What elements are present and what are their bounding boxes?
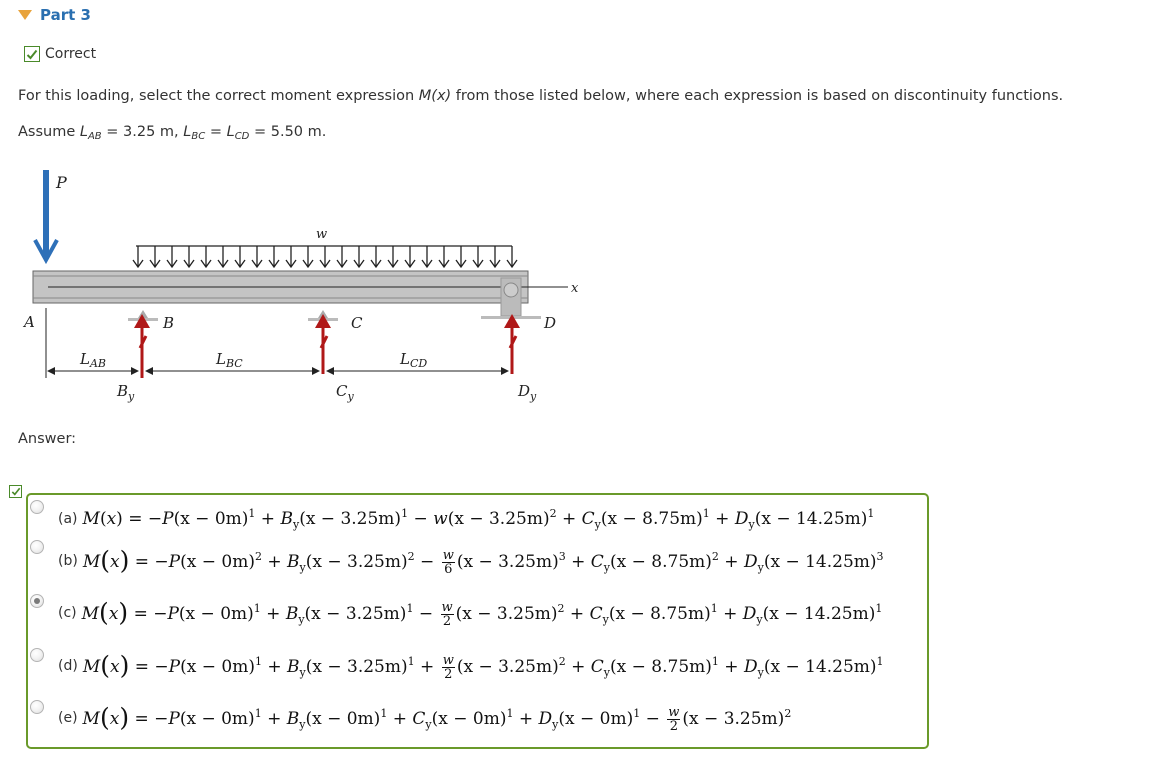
assumption-text	[18, 124, 326, 142]
assume-l-cd: L	[226, 124, 235, 140]
assume-l-bc: L	[183, 124, 192, 140]
assume-prefix: Assume	[18, 124, 80, 140]
option-c-label: (c)	[58, 605, 77, 621]
option-c-expression: $M(x) = -P(x - 0m)^1 + B_y(x - 3.25m)^1$ − $\frac{w}{2}$ $(x - 3.25m)^2 + C_y(x - 8.75m)^1 + D_y(x - 14.25m)^1$	[81, 598, 883, 629]
label-by: $B_y$	[117, 382, 135, 403]
assume-sub-ab: AB	[87, 131, 102, 142]
option-e-label: (e)	[58, 710, 78, 726]
assume-eq: =	[205, 124, 227, 140]
option-d-label: (d)	[58, 658, 78, 674]
label-p: P	[56, 173, 67, 192]
reaction-cy-arrow	[315, 314, 331, 374]
answer-check-icon	[9, 485, 22, 498]
label-cy: $C_y$	[336, 382, 354, 403]
label-c: C	[351, 314, 363, 332]
option-d-expression: $M(x) = -P(x - 0m)^1 + B_y(x - 3.25m)^1$ + $\frac{w}{2}$ $(x - 3.25m)^2 + C_y(x - 8.75m)^1 + D_y(x - 14.25m)^1$	[82, 651, 884, 682]
beam-diagram	[18, 160, 608, 410]
status-text: Correct	[45, 46, 97, 62]
answer-options-box	[26, 493, 929, 749]
assume-l-ab: L	[79, 124, 88, 140]
label-x: x	[571, 281, 579, 296]
option-e[interactable]	[58, 700, 791, 736]
option-c[interactable]	[58, 595, 882, 631]
status-indicator	[24, 46, 96, 62]
assume-sub-bc: BC	[191, 131, 206, 142]
part-title[interactable]: Part 3	[40, 6, 91, 24]
reaction-dy-arrow	[504, 314, 520, 374]
label-dy: $D_y$	[518, 382, 537, 403]
assume-value-cd: = 5.50 m.	[249, 124, 327, 140]
label-lab: $L_{AB}$	[80, 350, 106, 370]
option-e-expression: $M(x) = -P(x - 0m)^1 + B_y(x - 0m)^1 + C_y(x - 0m)^1 + D_y(x - 0m)^1$ − $\frac{w}{2}$ $(x - 3.25m)^2$	[82, 703, 792, 734]
question-prompt	[18, 88, 1063, 104]
option-a[interactable]	[58, 501, 874, 537]
label-lbc: $L_{BC}$	[216, 350, 243, 370]
label-b: B	[163, 314, 175, 332]
assume-value-ab: = 3.25 m,	[101, 124, 184, 140]
collapse-triangle-icon[interactable]	[18, 10, 32, 20]
option-b-label: (b)	[58, 553, 78, 569]
assume-sub-cd: CD	[234, 131, 250, 142]
prompt-before: For this loading, select the correct moment expression	[18, 88, 419, 104]
option-b[interactable]	[58, 543, 884, 579]
option-a-expression: $M(x) = -P(x - 0m)^1 + B_y(x - 3.25m)^1 - w(x - 3.25m)^2 + C_y(x - 8.75m)^1 + D_y(x - 14.25m)^1$	[82, 507, 875, 531]
option-d[interactable]	[58, 648, 884, 684]
checkmark-icon	[24, 46, 40, 62]
point-load-p-arrow	[35, 170, 57, 260]
option-b-expression: $M(x) = -P(x - 0m)^2 + B_y(x - 3.25m)^2$ − $\frac{w}{6}$ $(x - 3.25m)^3 + C_y(x - 8.75m)^2 + D_y(x - 14.25m)^3$	[82, 546, 884, 577]
prompt-function: M(x)	[418, 88, 452, 104]
prompt-after: from those listed below, where each expression is based on discontinuity functions.	[451, 88, 1064, 104]
part-3-header[interactable]	[18, 5, 91, 25]
label-d: D	[544, 314, 557, 332]
answer-label: Answer:	[18, 431, 77, 447]
label-w: w	[316, 227, 328, 242]
label-lcd: $L_{CD}$	[400, 350, 428, 370]
label-a: A	[24, 313, 35, 331]
reaction-by-arrow	[134, 314, 150, 378]
distributed-load-arrows	[133, 246, 517, 267]
option-a-label: (a)	[58, 511, 78, 527]
